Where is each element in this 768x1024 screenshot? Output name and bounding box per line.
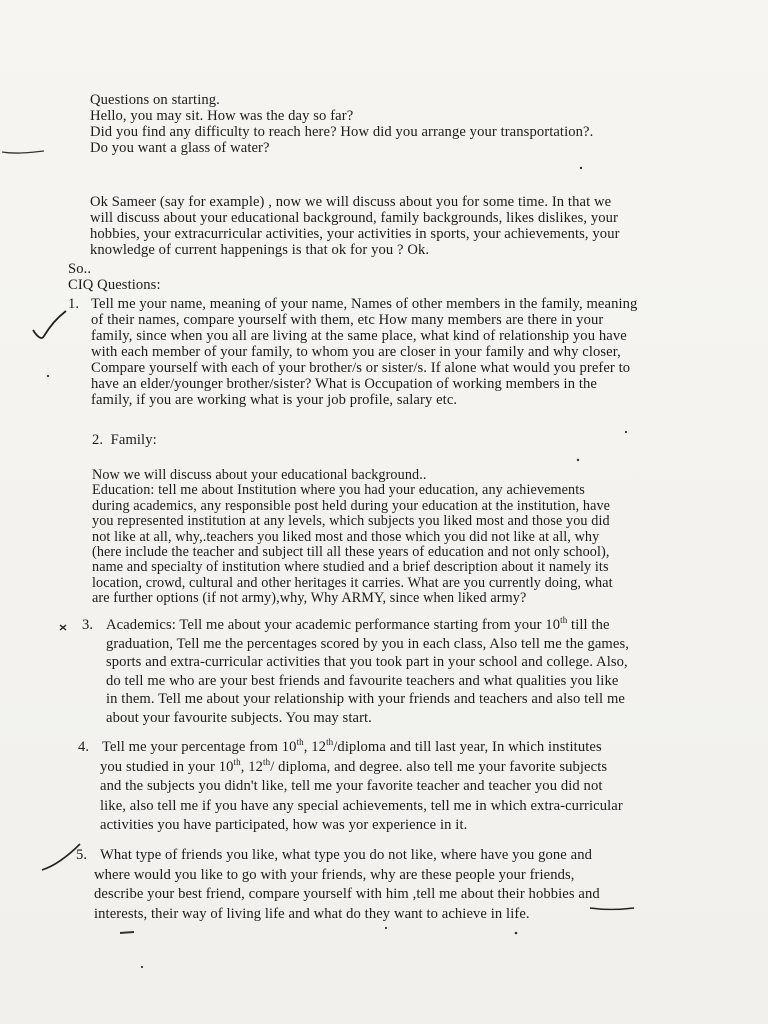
item-label: Family:: [110, 432, 157, 448]
education-line: are further options (if not army),why, Why ARMY, since when liked army?: [92, 590, 527, 607]
item-line: [68, 296, 668, 312]
education-line: during academics, any responsible post held during your education at the institution, have: [92, 497, 611, 514]
item-line: [100, 758, 678, 778]
education-line: Now we will discuss about your educational background..: [92, 467, 427, 483]
intro-line: Did you find any difficulty to reach here? How did you arrange your transportation?.: [90, 124, 594, 140]
item-text: Academics: Tell me about your academic performance starting from your 10: [106, 617, 561, 633]
item-line: where would you like to go with your friends, why are these people your friends,: [94, 866, 575, 883]
education-section: [92, 468, 613, 607]
ok-paragraph: [90, 194, 620, 258]
item-line: [76, 846, 686, 866]
superscript: th: [560, 615, 568, 626]
item-line: of their names, compare yourself with them, etc How many members are there in your: [91, 312, 604, 328]
item-line: family, if you are working what is your job profile, salary etc.: [91, 392, 458, 408]
item-line: [78, 738, 678, 758]
superscript: th: [296, 737, 304, 748]
ciq-heading: CIQ Questions:: [68, 277, 161, 293]
item-text: /diploma and till last year, In which institutes: [333, 739, 602, 755]
item-text: Tell me your percentage from 10: [102, 739, 297, 755]
question-item-3: [82, 616, 682, 728]
item-line: graduation, Tell me the percentages scored by you in each class, Also tell me the games,: [106, 635, 629, 652]
intro-line: Do you want a glass of water?: [90, 140, 270, 156]
item-line: with each member of your family, to whom you are closer in your family and why closer,: [91, 344, 621, 360]
item-line: family, since when you all are living at the same place, what kind of relationship you have: [91, 328, 627, 344]
item-text: Tell me your name, meaning of your name, Names of other members in the family, meaning: [91, 296, 638, 312]
item-text: / diploma, and degree. also tell me your favorite subjects: [270, 758, 608, 775]
item-line: [92, 432, 157, 448]
item-line: [82, 616, 682, 635]
question-item-2: [92, 432, 157, 448]
item-line: Compare yourself with each of your brother/s or sister/s. If alone what would you prefer to: [91, 360, 631, 376]
education-line: (here include the teacher and subject till all these years of education and not only school),: [92, 544, 610, 561]
superscript: th: [233, 756, 241, 767]
item-line: do tell me who are your best friends and favourite teachers and what qualities you like: [106, 672, 619, 689]
ok-line: Ok Sameer (say for example) , now we will discuss about you for some time. In that we: [90, 194, 612, 210]
so-and-heading: [68, 261, 161, 293]
item-line: sports and extra-curricular activities that you took part in your school and college. Also,: [106, 654, 628, 671]
so-text: So..: [68, 261, 92, 277]
item-number: 3.: [82, 617, 94, 633]
intro-questions: [90, 92, 593, 156]
education-line: location, crowd, cultural and other heritages it carries. What are you currently doing, what: [92, 574, 613, 591]
question-item-1: [68, 296, 668, 408]
education-line: you represented institution at any levels, which subjects you liked most and those you did: [92, 513, 610, 530]
education-line: not like at all, why,.teachers you liked most and those which you did not like at all, why: [92, 528, 600, 545]
item-text: , 12: [240, 758, 264, 775]
education-line: name and specialty of institution where studied and a brief description about it namely its: [92, 559, 609, 576]
item-text: till the: [567, 617, 610, 633]
ok-line: knowledge of current happenings is that ok for you ? Ok.: [90, 242, 430, 258]
item-line: and the subjects you didn't like, tell me your favorite teacher and teacher you did not: [100, 778, 603, 795]
item-text: you studied in your 10: [100, 758, 234, 775]
item-number: 4.: [78, 739, 90, 755]
item-number: 1.: [68, 296, 80, 312]
ok-line: will discuss about your educational background, family backgrounds, likes dislikes, your: [90, 210, 618, 226]
question-item-4: [78, 738, 678, 836]
ok-line: hobbies, your extracurricular activities, your activities in sports, your achievements, your: [90, 226, 620, 242]
item-line: like, also tell me if you have any special achievements, tell me in which extra-curricular: [100, 797, 623, 814]
question-item-5: [76, 846, 686, 924]
superscript: th: [326, 737, 334, 748]
item-line: have an elder/younger brother/sister? What is Occupation of working members in the: [91, 376, 597, 392]
item-line: interests, their way of living life and what do they want to achieve in life.: [94, 905, 530, 922]
education-line: Education: tell me about Institution where you had your education, any achievements: [92, 482, 585, 499]
item-line: activities you have participated, how was yor experience in it.: [100, 817, 468, 834]
intro-line: Questions on starting.: [90, 92, 220, 108]
item-number: 2.: [92, 432, 104, 448]
item-line: about your favourite subjects. You may start.: [106, 709, 372, 726]
item-number: 5.: [76, 847, 88, 863]
superscript: th: [263, 756, 271, 767]
intro-line: Hello, you may sit. How was the day so far?: [90, 108, 354, 124]
item-line: describe your best friend, compare yourself with him ,tell me about their hobbies and: [94, 886, 600, 903]
item-line: in them. Tell me about your relationship with your friends and teachers and also tell me: [106, 691, 625, 708]
item-text: , 12: [303, 739, 327, 755]
item-text: What type of friends you like, what type you do not like, where have you gone and: [100, 847, 592, 863]
